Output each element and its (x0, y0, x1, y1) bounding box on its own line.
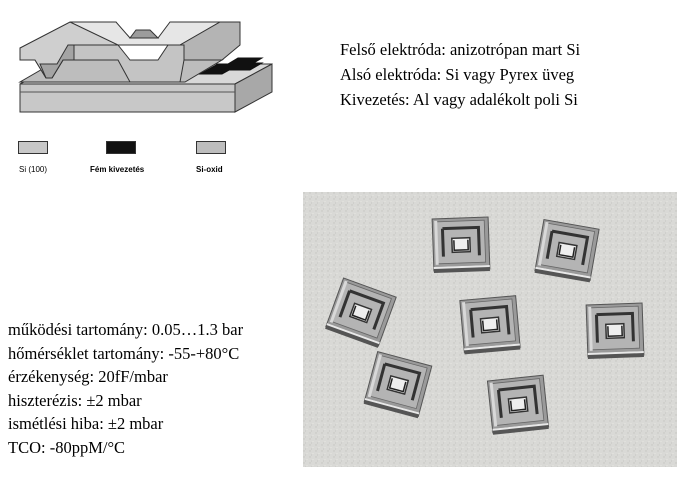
legend-swatch-metal-lead (106, 141, 136, 154)
spec-temperature-range: hőmérséklet tartomány: -55-+80°C (8, 343, 240, 363)
chip-7 (487, 375, 548, 435)
bottom-electrode-description: Alsó elektróda: Si vagy Pyrex üveg (340, 65, 575, 84)
specifications-list (8, 318, 243, 459)
chip-1 (432, 217, 490, 273)
legend-swatch-si100 (18, 141, 48, 154)
legend-label-metal-lead: Fém kivezetés (90, 165, 145, 174)
lead-description: Kivezetés: Al vagy adalékolt poli Si (340, 90, 578, 109)
spec-hysteresis: hiszterézis: ±2 mbar (8, 390, 142, 410)
chip-2 (535, 220, 600, 283)
legend-swatch-si-oxide (196, 141, 226, 154)
chip-4 (460, 296, 520, 355)
sensor-chips-photo (303, 192, 677, 467)
sensor-cross-section-diagram (0, 0, 290, 130)
spec-tco: TCO: -80ppM/°C (8, 437, 126, 457)
top-electrode-description: Felső elektróda: anizotrópan mart Si (340, 40, 581, 59)
legend-label-si-oxide: Si-oxid (196, 165, 223, 174)
spec-repeatability-error: ismétlési hiba: ±2 mbar (8, 414, 164, 433)
electrode-description (340, 37, 580, 112)
legend-label-si100: Si (100) (19, 165, 48, 174)
spec-sensitivity: érzékenység: 20fF/mbar (8, 367, 168, 386)
chip-5 (586, 303, 644, 359)
spec-operating-range: működési tartomány: 0.05…1.3 bar (8, 320, 244, 339)
